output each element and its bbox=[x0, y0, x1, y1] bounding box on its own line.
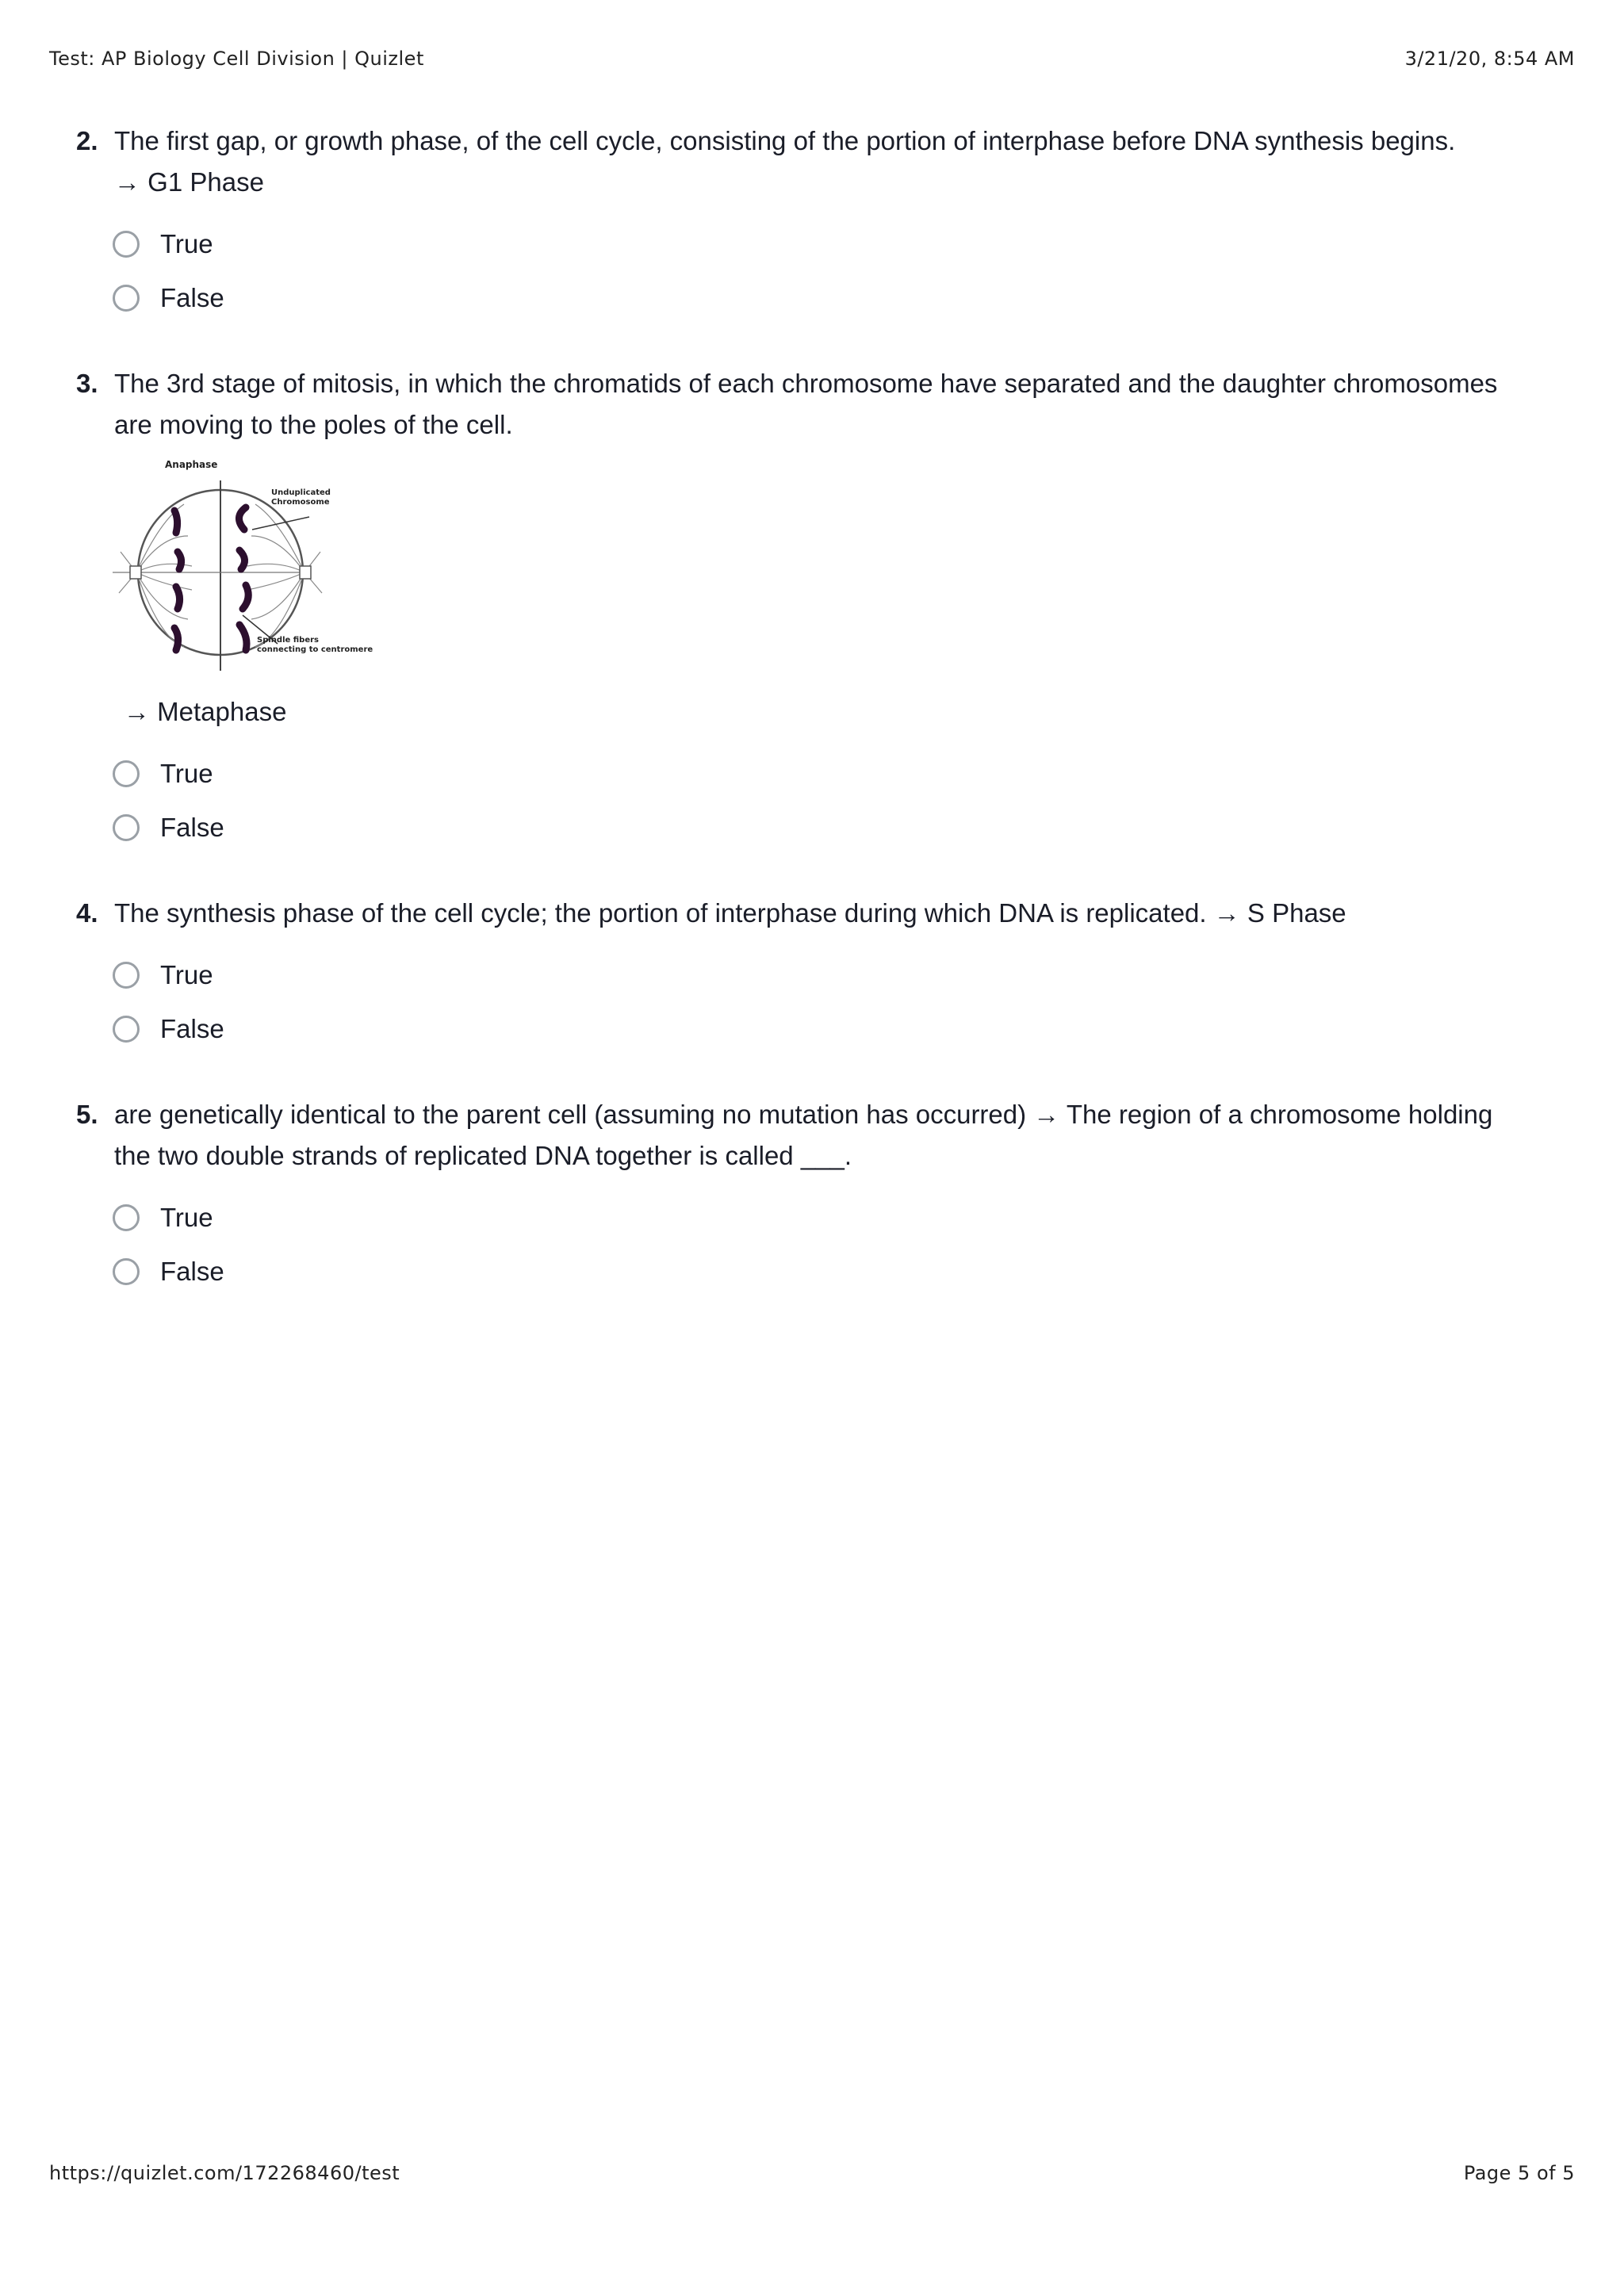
page-number: Page 5 of 5 bbox=[1463, 2162, 1575, 2184]
page-title: Test: AP Biology Cell Division | Quizlet bbox=[49, 48, 424, 70]
option-false[interactable] bbox=[113, 271, 1551, 325]
anaphase-diagram bbox=[113, 457, 398, 677]
option-false[interactable] bbox=[113, 801, 1551, 855]
radio-button-icon[interactable] bbox=[113, 962, 140, 989]
question-list bbox=[76, 121, 1551, 1337]
option-label: True bbox=[160, 229, 213, 258]
anaphase-diagram-svg bbox=[113, 457, 398, 677]
question-number: 2. bbox=[76, 126, 98, 155]
option-label: False bbox=[160, 813, 224, 842]
page-url: https://quizlet.com/172268460/test bbox=[49, 2162, 400, 2184]
option-true[interactable] bbox=[113, 948, 1551, 1002]
answer-options bbox=[113, 948, 1551, 1056]
option-label: True bbox=[160, 1203, 213, 1232]
question-text: The 3rd stage of mitosis, in which the chromatids of each chromosome have separated and the daughter chromosomes are moving to the poles of the cell. bbox=[114, 369, 1498, 439]
question-number: 3. bbox=[76, 369, 98, 398]
question-number: 4. bbox=[76, 898, 98, 928]
radio-button-icon[interactable] bbox=[113, 1204, 140, 1231]
question-text: The first gap, or growth phase, of the cell cycle, consisting of the portion of interphase before DNA synthesis begins. → G1 Phase bbox=[114, 126, 1456, 197]
chromosomes-left bbox=[174, 511, 182, 650]
centriole-left bbox=[130, 566, 141, 579]
option-label: False bbox=[160, 1257, 224, 1286]
option-true[interactable] bbox=[113, 747, 1551, 801]
radio-button-icon[interactable] bbox=[113, 231, 140, 258]
label-unduplicated: Unduplicated bbox=[271, 488, 331, 497]
question-2 bbox=[76, 121, 1551, 325]
option-false[interactable] bbox=[113, 1245, 1551, 1299]
chromosomes-right bbox=[239, 507, 248, 650]
question-text: are genetically identical to the parent cell (assuming no mutation has occurred) → The region of a chromosome holding the two double strands of replicated DNA together is called ___. bbox=[114, 1100, 1493, 1170]
answer-options bbox=[113, 1191, 1551, 1299]
centriole-right bbox=[300, 566, 311, 579]
question-3 bbox=[76, 363, 1551, 855]
radio-button-icon[interactable] bbox=[113, 1258, 140, 1285]
answer-options bbox=[113, 217, 1551, 325]
answer-options bbox=[113, 747, 1551, 855]
label-spindle-fibers: Spindle fibers bbox=[257, 636, 319, 645]
question-5 bbox=[76, 1094, 1551, 1299]
print-datetime: 3/21/20, 8:54 AM bbox=[1404, 48, 1575, 70]
print-header bbox=[49, 48, 1575, 70]
label-connecting-centromere: connecting to centromere bbox=[257, 645, 373, 654]
option-label: True bbox=[160, 960, 213, 989]
option-label: True bbox=[160, 759, 213, 788]
pointer-line-top bbox=[252, 517, 309, 530]
radio-button-icon[interactable] bbox=[113, 760, 140, 787]
label-chromosome: Chromosome bbox=[271, 498, 330, 507]
question-4 bbox=[76, 893, 1551, 1056]
radio-button-icon[interactable] bbox=[113, 1016, 140, 1043]
radio-button-icon[interactable] bbox=[113, 285, 140, 312]
option-true[interactable] bbox=[113, 1191, 1551, 1245]
print-footer bbox=[49, 2162, 1575, 2184]
answer-term: → Metaphase bbox=[124, 697, 287, 726]
question-number: 5. bbox=[76, 1100, 98, 1129]
option-label: False bbox=[160, 283, 224, 312]
question-text: The synthesis phase of the cell cycle; the portion of interphase during which DNA is replicated. → S Phase bbox=[114, 898, 1346, 928]
option-false[interactable] bbox=[113, 1002, 1551, 1056]
radio-button-icon[interactable] bbox=[113, 814, 140, 841]
option-label: False bbox=[160, 1014, 224, 1043]
option-true[interactable] bbox=[113, 217, 1551, 271]
diagram-title: Anaphase bbox=[165, 459, 218, 470]
